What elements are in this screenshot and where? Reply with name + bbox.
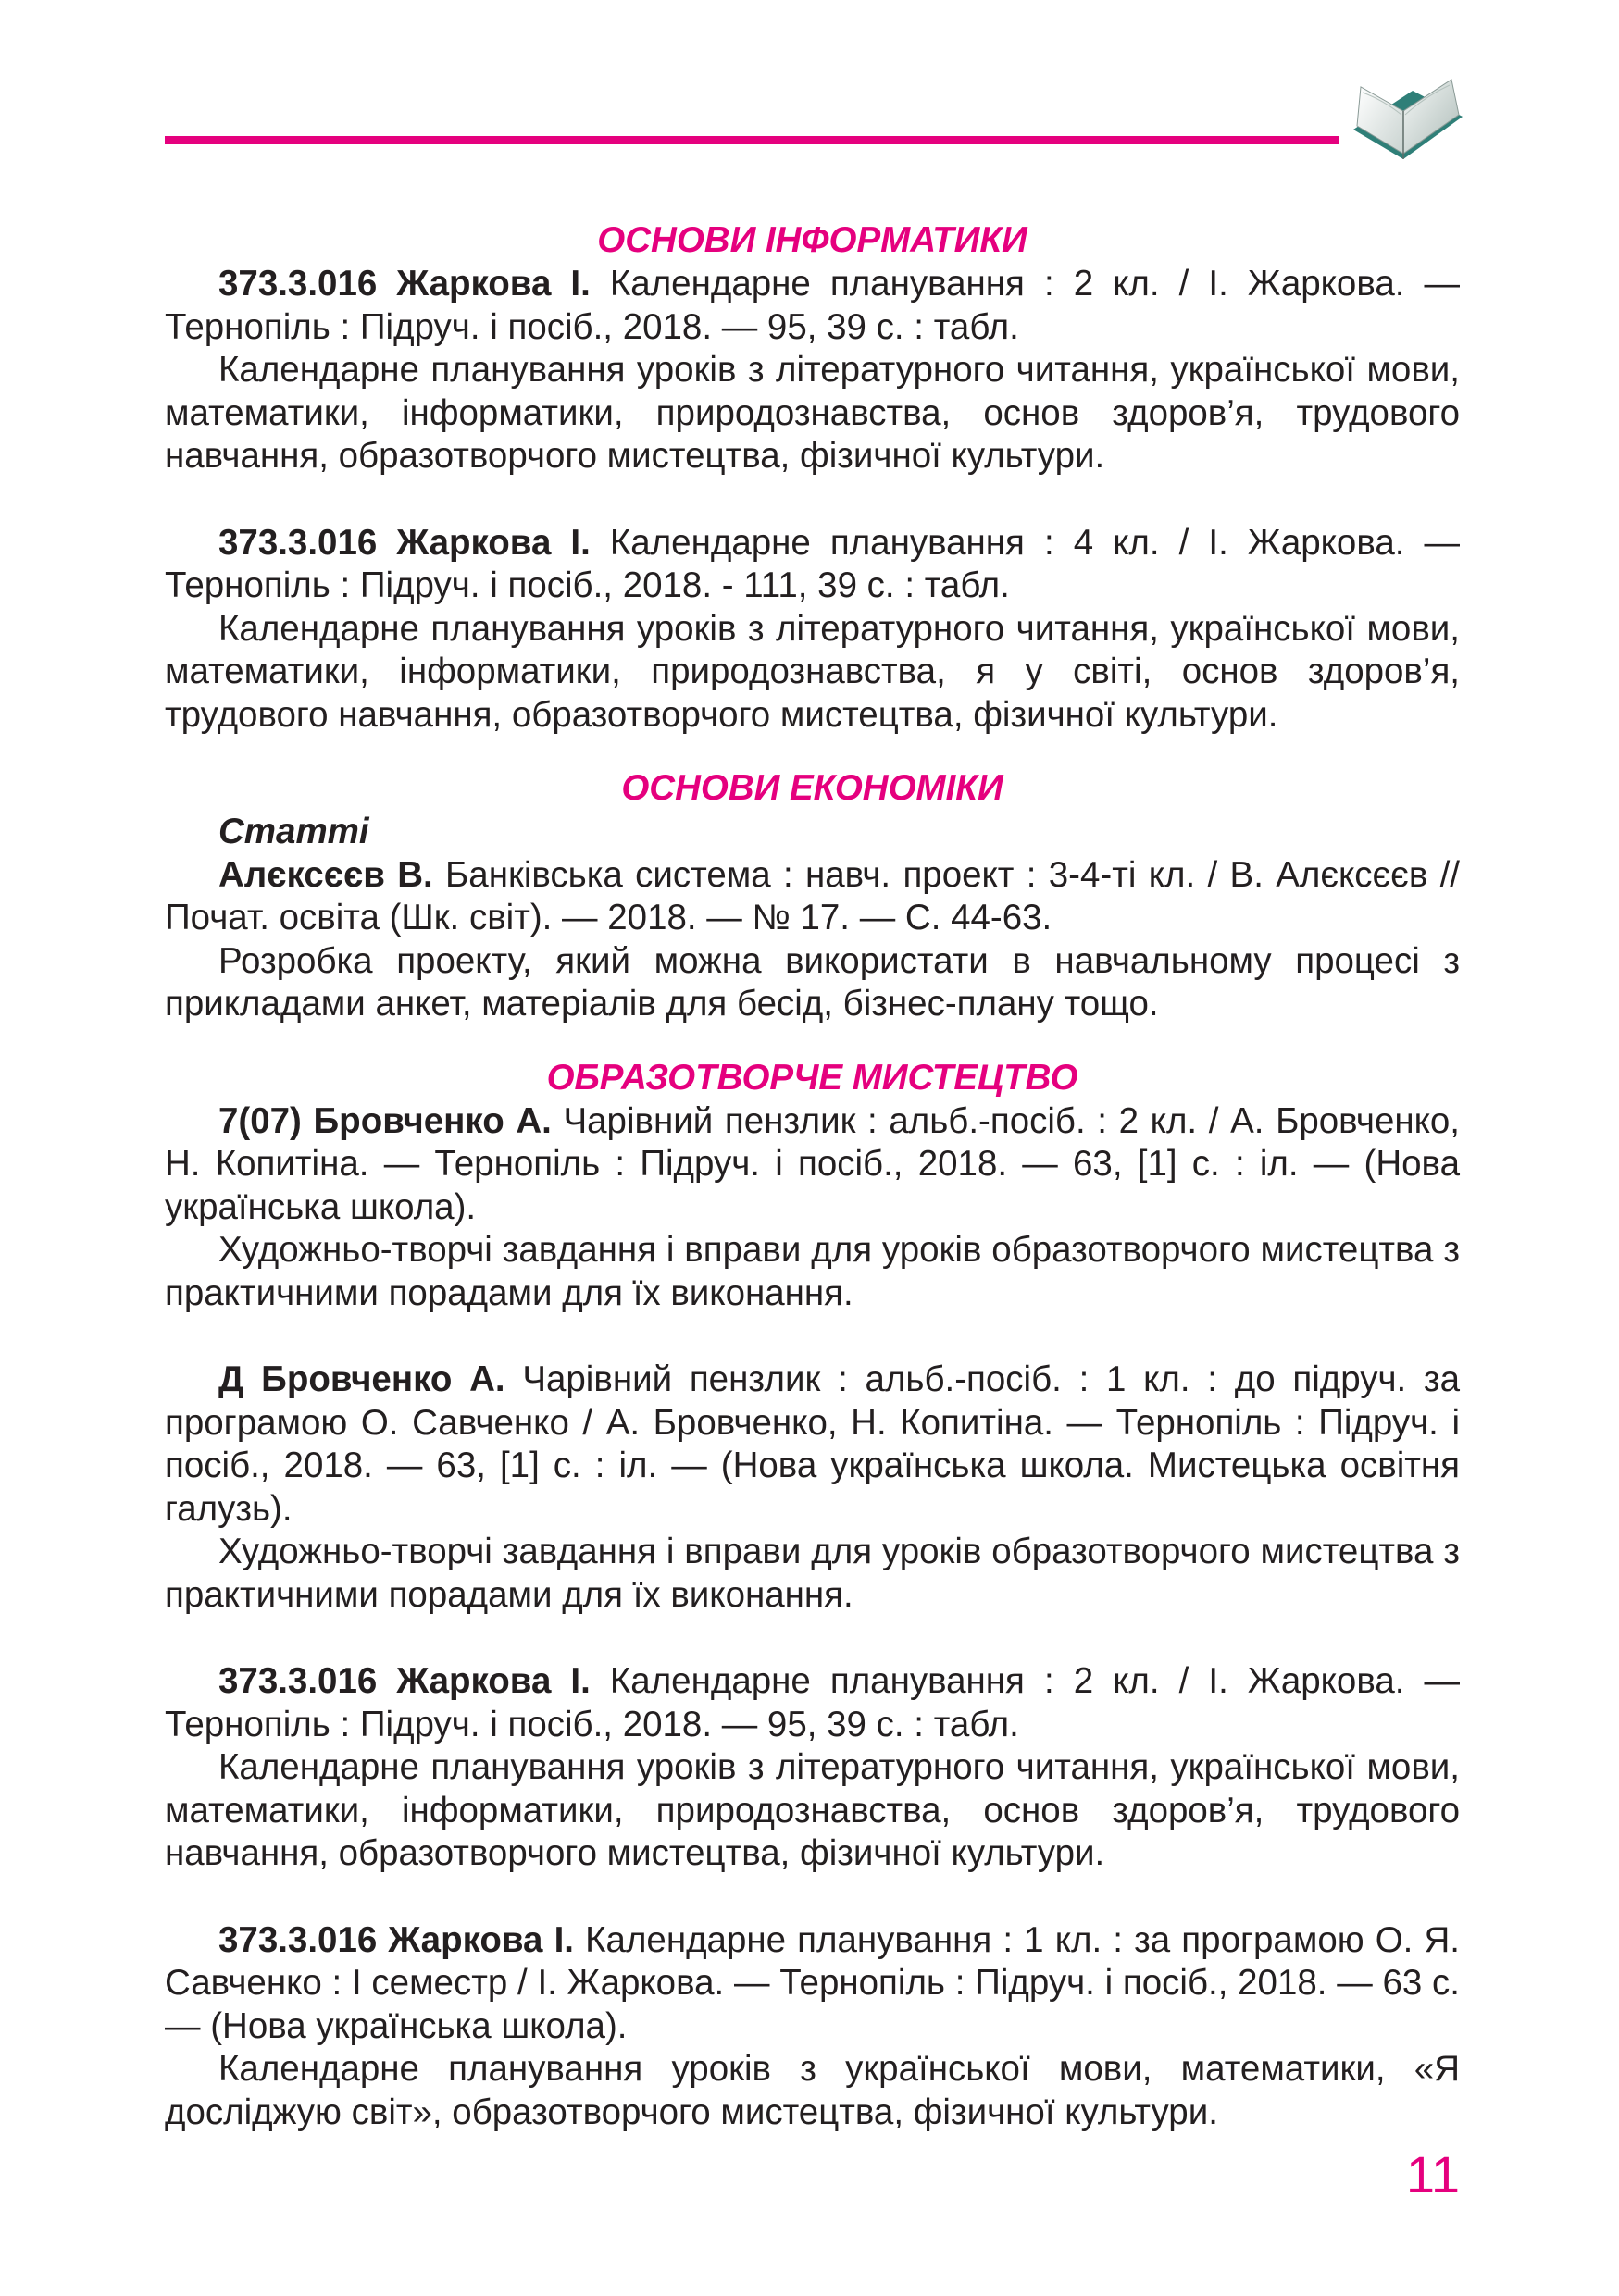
section-economics xyxy=(165,766,1460,1026)
entry-biblio: Чарівний пензлик : альб.-посіб. : 2 кл. / А. Бровченко, Н. Копитіна. — Тернопіль : Підруч. і посіб., 2018. — 63, [1] с. : іл. — (Нова українська школа). xyxy=(165,1100,1460,1227)
page-content xyxy=(165,218,1460,2134)
entry-description: Розробка проекту, який можна використати в навчальному процесі з прикладами анкет, матеріалів для бесід, бізнес-плану тощо. xyxy=(165,940,1460,1024)
bibliography-entry xyxy=(165,1359,1460,1617)
entry-biblio: Календарне планування : 1 кл. : за програмою О. Я. Савченко : І семестр / І. Жаркова. — Тернопіль : Підруч. і посіб., 2018. — 63 с. — (Нова українська школа). xyxy=(165,1919,1461,2046)
page-number: 11 xyxy=(1405,2145,1460,2203)
entry-description: Художньо-творчі завдання і вправи для уроків образотворчого мистецтва з практичними порадами для їх виконання. xyxy=(165,1532,1460,1615)
entry-lead: 373.3.016 Жаркова І. xyxy=(218,264,591,304)
bibliography-entry xyxy=(165,263,1460,478)
entry-description: Календарне планування уроків з літературного читання, української мови, математики, інформатики, природознавства, основ здоров’я, трудового навчання, образотворчого мистецтва, фізичної культури. xyxy=(165,350,1460,476)
entry-biblio: Календарне планування : 4 кл. / І. Жаркова. — Тернопіль : Підруч. і посіб., 2018. - 111, 39 с. : табл. xyxy=(165,522,1461,605)
bibliography-entry xyxy=(165,522,1460,738)
bibliography-entry xyxy=(165,1919,1460,2135)
entry-biblio: Чарівний пензлик : альб.-посіб. : 1 кл. : до підруч. за програмою О. Савченко / А. Бровченко, Н. Копитіна. — Тернопіль : Підруч. і посіб., 2018. — 63, [1] с. : іл. — (Нова українська школа. Мистецька освітня галузь). xyxy=(165,1359,1460,1529)
entry-description: Художньо-творчі завдання і вправи для уроків образотворчого мистецтва з практичними порадами для їх виконання. xyxy=(165,1230,1460,1313)
entry-lead: Д Бровченко А. xyxy=(218,1359,505,1399)
entry-biblio: Банківська система : навч. проект : 3-4-ті кл. / В. Алєксєєв // Почат. освіта (Шк. світ). — 2018. — № 17. — С. 44-63. xyxy=(165,854,1460,937)
entry-description: Календарне планування уроків з літературного читання, української мови, математики, інформатики, природознавства, основ здоров’я, трудового навчання, образотворчого мистецтва, фізичної культури. xyxy=(165,1747,1460,1873)
subheading-articles: Статті xyxy=(218,812,369,851)
section-fine-arts xyxy=(165,1056,1460,2135)
entry-lead: Алєксєєв В. xyxy=(218,854,433,895)
bibliography-entry xyxy=(165,1100,1460,1316)
entry-description: Календарне планування уроків з української мови, математики, «Я досліджую світ», образотворчого мистецтва, фізичної культури. xyxy=(165,2049,1460,2132)
entry-lead: 373.3.016 Жаркова І. xyxy=(218,1661,591,1701)
bibliography-entry xyxy=(165,1660,1460,1876)
section-title: ОСНОВИ ІНФОРМАТИКИ xyxy=(597,220,1027,260)
entry-biblio: Календарне планування : 2 кл. / І. Жаркова. — Тернопіль : Підруч. і посіб., 2018. — 95, 39 с. : табл. xyxy=(165,1661,1461,1744)
section-title: ОБРАЗОТВОРЧЕ МИСТЕЦТВО xyxy=(546,1057,1078,1098)
entry-lead: 7(07) Бровченко А. xyxy=(218,1100,552,1141)
bibliography-entry xyxy=(165,854,1460,1026)
entry-lead: 373.3.016 Жаркова І. xyxy=(218,1919,574,1960)
open-book-icon xyxy=(1348,74,1468,167)
section-informatics xyxy=(165,218,1460,737)
header-rule xyxy=(165,136,1339,144)
section-title: ОСНОВИ ЕКОНОМІКИ xyxy=(621,768,1003,808)
entry-description: Календарне планування уроків з літературного читання, української мови, математики, інформатики, природознавства, я у світі, основ здоров’я, трудового навчання, образотворчого мистецтва, фізичної культури. xyxy=(165,608,1460,735)
entry-biblio: Календарне планування : 2 кл. / І. Жаркова. — Тернопіль : Підруч. і посіб., 2018. — 95, 39 с. : табл. xyxy=(165,264,1461,347)
entry-lead: 373.3.016 Жаркова І. xyxy=(218,522,591,563)
